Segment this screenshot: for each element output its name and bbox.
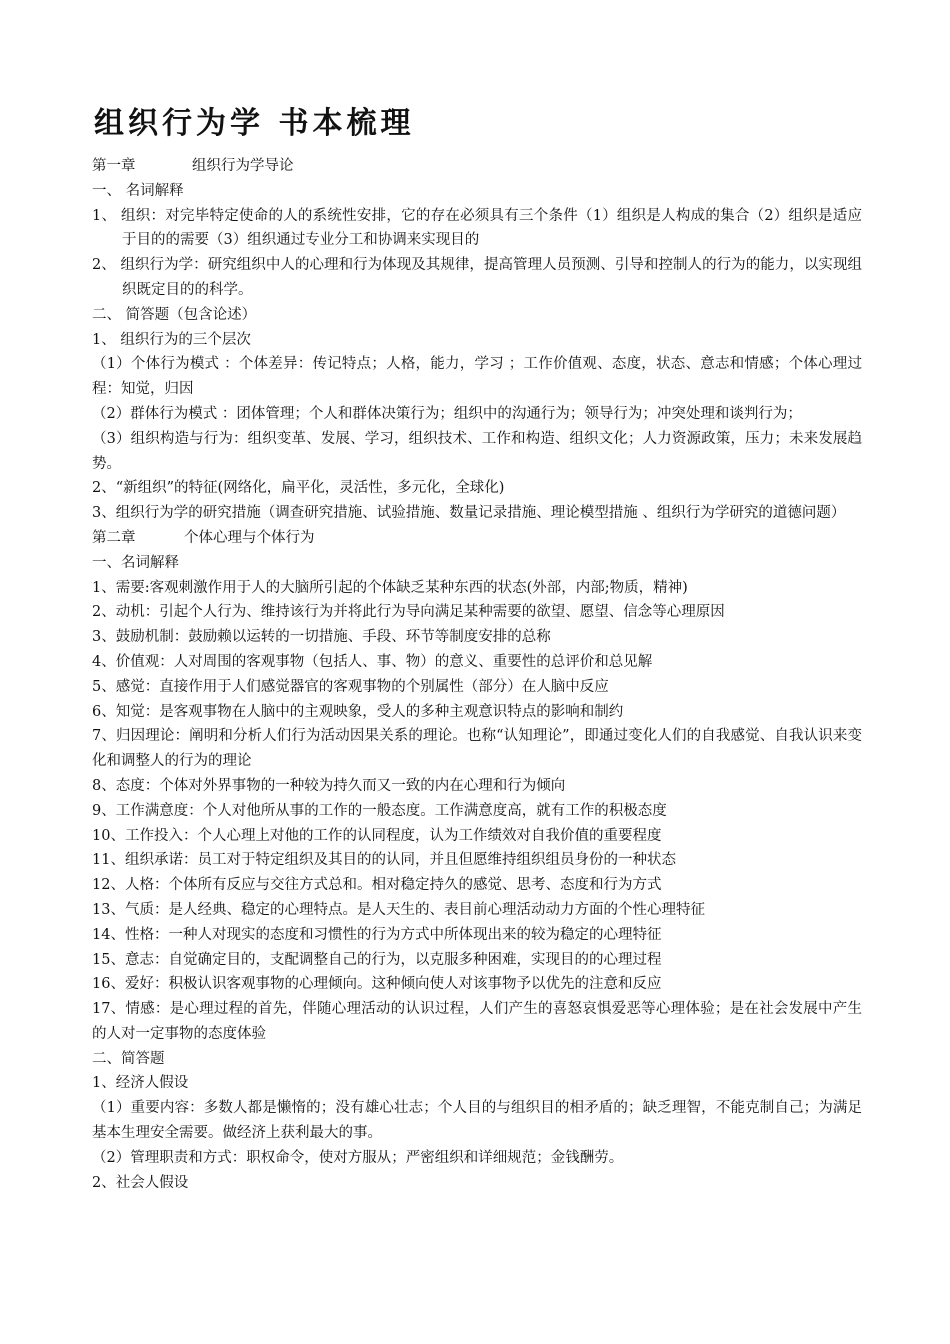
question-item: 1、 组织行为的三个层次 <box>92 331 251 348</box>
term-item: 11、组织承诺：员工对于特定组织及其目的的认同，并且但愿维持组织组员身份的一种状态 <box>92 852 676 869</box>
term-item: 14、性格：一种人对现实的态度和习惯性的行为方式中所体现出来的较为稳定的心理特征 <box>92 926 662 943</box>
term-item: 10、工作投入：个人心理上对他的工作的认同程度，认为工作绩效对自我价值的重要程度 <box>92 827 662 844</box>
document-page <box>92 100 862 1195</box>
answer-paragraph: （2）管理职责和方式：职权命令，使对方服从；严密组织和详细规范；金钱酬劳。 <box>92 1149 624 1166</box>
section-heading: 二、简答题 <box>92 1050 165 1067</box>
term-item: 4、价值观：人对周围的客观事物（包括人、事、物）的意义、重要性的总评价和总见解 <box>92 653 653 670</box>
term-item: 15、意志：自觉确定目的，支配调整自己的行为，以克服多种困难，实现目的的心理过程 <box>92 951 662 968</box>
question-item: 1、经济人假设 <box>92 1075 189 1092</box>
term-item: 1、需要:客观刺激作用于人的大脑所引起的个体缺乏某种东西的状态(外部，内部;物质，精神) <box>92 579 688 596</box>
question-item: 3、组织行为学的研究措施（调查研究措施、试验措施、数量记录措施、理论模型措施 、组织行为学研究的道德问题） <box>92 505 846 522</box>
definition-item: 1、 组织：对完毕特定使命的人的系统性安排，它的存在必须具有三个条件（1）组织是人构成的集合（2）组织是适应于目的的需要（3）组织通过专业分工和协调来实现目的 <box>92 207 862 249</box>
term-item: 7、归因理论：阐明和分析人们行为活动因果关系的理论。也称“认知理论”，即通过变化人们的自我感觉、自我认识来变化和调整人的行为的理论 <box>92 728 862 770</box>
term-item: 16、爱好：积极认识客观事物的心理倾向。这种倾向使人对该事物予以优先的注意和反应 <box>92 976 662 993</box>
chapter-heading <box>92 526 862 551</box>
term-item: 8、态度：个体对外界事物的一种较为持久而又一致的内在心理和行为倾向 <box>92 777 566 794</box>
chapter-name: 个体心理与个体行为 <box>184 529 315 546</box>
answer-paragraph: （3）组织构造与行为：组织变革、发展、学习，组织技术、工作和构造、组织文化；人力资源政策，压力；未来发展趋势。 <box>92 430 862 472</box>
term-item: 9、工作满意度：个人对他所从事的工作的一般态度。工作满意度高，就有工作的积极态度 <box>92 802 667 819</box>
chapter-number: 第一章 <box>92 158 136 174</box>
section-heading: 一、名词解释 <box>92 554 179 571</box>
term-item: 6、知觉：是客观事物在人脑中的主观映象，受人的多种主观意识特点的影响和制约 <box>92 703 624 720</box>
question-item: 2、社会人假设 <box>92 1174 189 1191</box>
answer-paragraph: （1）个体行为模式 ：个体差异：传记特点；人格，能力，学习 ；工作价值观、态度，状态、意志和情感；个体心理过程：知觉，归因 <box>92 356 862 398</box>
term-item: 12、人格：个体所有反应与交往方式总和。相对稳定持久的感觉、思考、态度和行为方式 <box>92 877 662 894</box>
question-item: 2、“新组织”的特征(网络化，扁平化，灵活性，多元化，全球化) <box>92 480 505 497</box>
term-item: 17、情感：是心理过程的首先，伴随心理活动的认识过程，人们产生的喜怒哀惧爱恶等心理体验；是在社会发展中产生的人对一定事物的态度体验 <box>92 1001 862 1042</box>
term-item: 13、气质：是人经典、稳定的心理特点。是人天生的、表目前心理活动动力方面的个性心理特征 <box>92 901 705 918</box>
section-heading: 一、 名词解释 <box>92 182 184 199</box>
term-item: 3、鼓励机制：鼓励赖以运转的一切措施、手段、环节等制度安排的总称 <box>92 629 551 646</box>
chapter-heading <box>92 154 862 179</box>
chapter-name: 组织行为学导论 <box>192 158 294 174</box>
document-title: 组织行为学 书本梳理 <box>94 106 415 141</box>
chapter-number: 第二章 <box>92 529 136 546</box>
term-item: 2、动机：引起个人行为、维持该行为并将此行为导向满足某种需要的欲望、愿望、信念等心理原因 <box>92 604 725 621</box>
answer-paragraph: （2）群体行为模式 ：团体管理；个人和群体决策行为；组织中的沟通行为；领导行为；冲突处理和谈判行为； <box>92 405 802 422</box>
answer-paragraph: （1）重要内容：多数人都是懒惰的；没有雄心壮志；个人目的与组织目的相矛盾的；缺乏理智，不能克制自己；为满足基本生理安全需要。做经济上获利最大的事。 <box>92 1100 862 1142</box>
section-heading: 二、 简答题（包含论述） <box>92 306 257 323</box>
term-item: 5、感觉：直接作用于人们感觉器官的客观事物的个别属性（部分）在人脑中反应 <box>92 678 609 695</box>
definition-item: 2、 组织行为学：研究组织中人的心理和行为体现及其规律，提高管理人员预测、引导和控制人的行为的能力，以实现组织既定目的的科学。 <box>92 257 862 298</box>
